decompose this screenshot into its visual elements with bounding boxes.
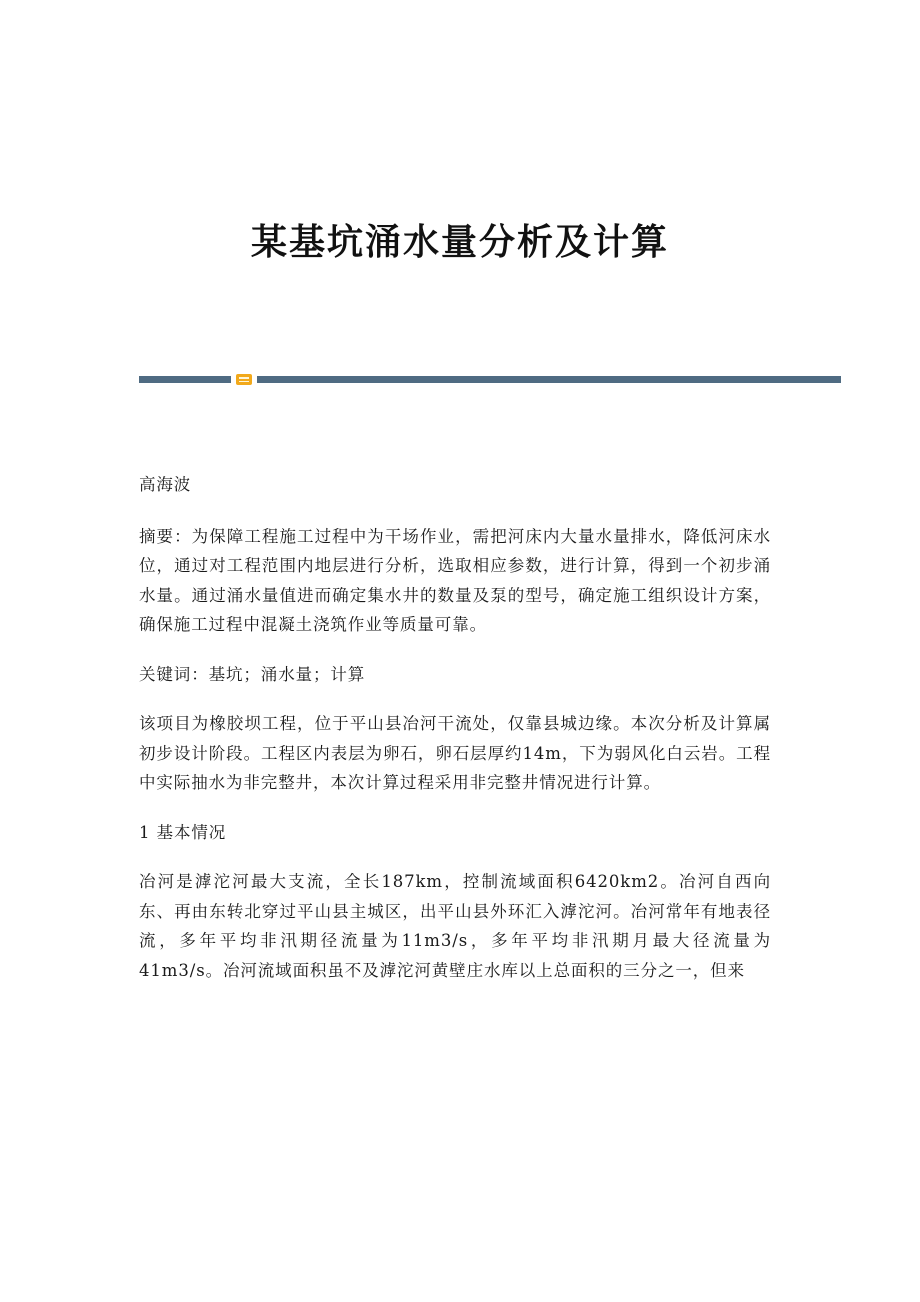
title-divider [139, 374, 841, 386]
divider-bar-right [257, 376, 841, 383]
divider-badge-icon [236, 374, 252, 385]
section-paragraph: 冶河是滹沱河最大支流，全长187km，控制流域面积6420km2。冶河自西向东、再由东转北穿过平山县主城区，出平山县外环汇入滹沱河。冶河常年有地表径流，多年平均非汛期径流量为11m3/s，多年平均非汛期月最大径流量为41m3/s。冶河流域面积虽不及滹沱河黄壁庄水库以上总面积的三分之一，但来 [139, 872, 771, 980]
divider-bar-left [139, 376, 231, 383]
keywords-line: 关键词：基坑；涌水量；计算 [139, 664, 366, 684]
section-heading: 1 基本情况 [139, 822, 227, 842]
document-title: 某基坑涌水量分析及计算 [250, 222, 669, 263]
intro-paragraph: 该项目为橡胶坝工程，位于平山县冶河干流处，仅靠县城边缘。本次分析及计算属初步设计阶段。工程区内表层为卵石，卵石层厚约14m，下为弱风化白云岩。工程中实际抽水为非完整井，本次计算过程采用非完整井情况进行计算。 [139, 714, 771, 792]
document-body [139, 470, 771, 1005]
abstract-paragraph: 摘要：为保障工程施工过程中为干场作业，需把河床内大量水量排水，降低河床水位，通过对工程范围内地层进行分析，选取相应参数，进行计算，得到一个初步涌水量。通过涌水量值进而确定集水井的数量及泵的型号，确定施工组织设计方案，确保施工过程中混凝土浇筑作业等质量可靠。 [139, 526, 771, 634]
author-name: 高海波 [139, 475, 192, 494]
